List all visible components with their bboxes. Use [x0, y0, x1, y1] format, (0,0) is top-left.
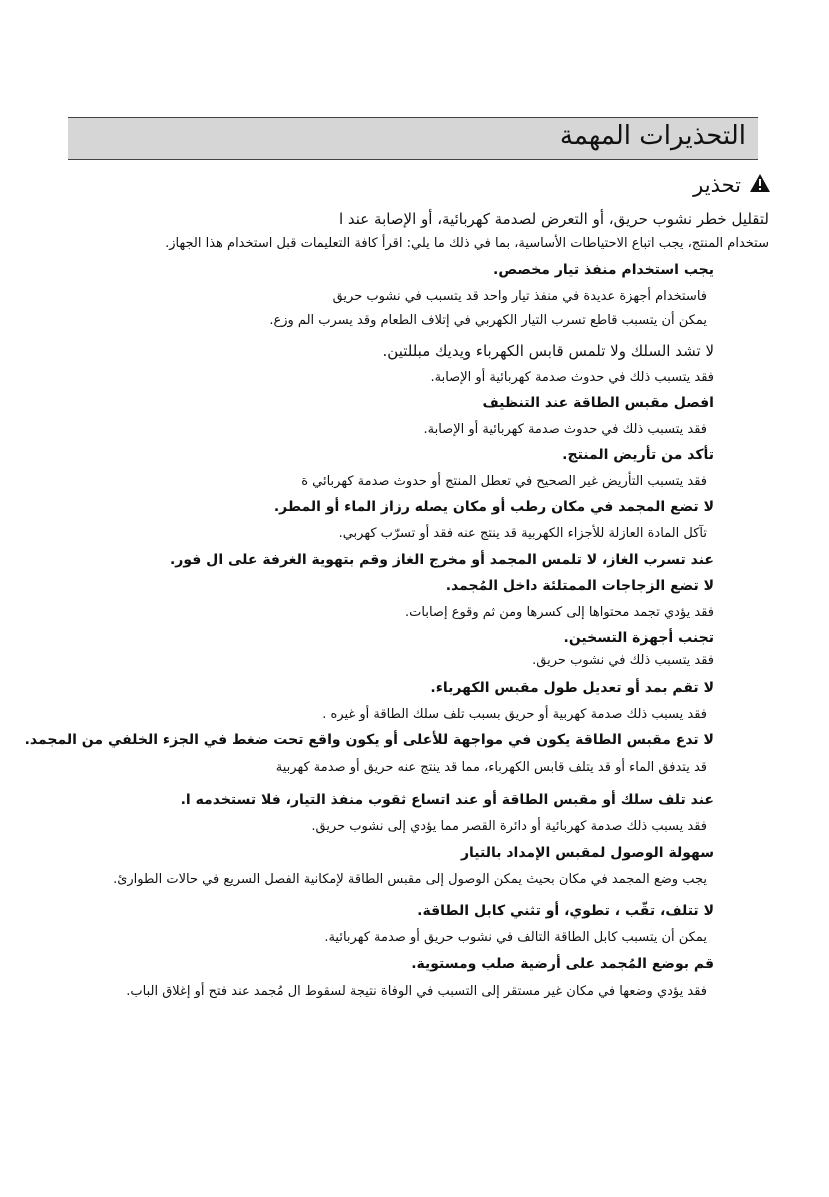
warning-heading-line: عند تلف سلك أو مقبس الطاقة أو عند اتساع ثقوب منفذ التيار، فلا تستخدمه ا.: [180, 792, 714, 808]
warning-heading-line: لا تتلف، تقّب ، تطوي، أو تثني كابل الطاقة.: [417, 903, 714, 919]
warning-body-line: فقد يتسبب ذلك في حدوث صدمة كهربائية أو الإصابة.: [423, 422, 707, 437]
intro-line-2: ستخدام المنتج، يجب اتباع الاحتياطات الأساسية، بما في ذلك ما يلي: اقرأ كافة التعليمات قبل استخدام هذا الجهاز.: [165, 236, 769, 251]
warning-label: تحذير: [693, 173, 741, 197]
warning-heading-line: لا تقم بمد أو تعديل طول مقبس الكهرباء.: [430, 680, 714, 696]
warning-body-line: قد يتدفق الماء أو قد يتلف قابس الكهرباء، مما قد ينتج عنه حريق أو صدمة كهربية: [275, 760, 707, 775]
warning-heading: [693, 172, 771, 198]
warning-body-line: فقد يسبب ذلك صدمة كهربائية أو دائرة القصر مما يؤدي إلى نشوب حريق.: [311, 819, 707, 834]
warning-body-line: يجب وضع المجمد في مكان بحيث يمكن الوصول إلى مقبس الطاقة لإمكانية الفصل السريع في حالات الطوارئ.: [113, 872, 707, 887]
warning-body-line: يمكن أن يتسبب كابل الطاقة التالف في نشوب حريق أو صدمة كهربائية.: [324, 930, 707, 945]
warning-heading-line: لا تضع المجمد في مكان رطب أو مكان يصله رزاز الماء أو المطر.: [273, 499, 714, 515]
warning-body-line: تآكل المادة العازلة للأجزاء الكهربية قد ينتج عنه فقد أو تسرّب كهربي.: [338, 526, 707, 541]
warning-body-line: يمكن أن يتسبب قاطع تسرب التيار الكهربي في إتلاف الطعام وقد يسرب الم وزع.: [269, 313, 707, 328]
intro-line-1: لتقليل خطر نشوب حريق، أو التعرض لصدمة كهربائية، أو الإصابة عند ا: [338, 210, 769, 228]
warning-heading-line: تجنب أجهزة التسخين.: [563, 630, 714, 646]
warning-body-line: فقد يؤدي تجمد محتواها إلى كسرها ومن ثم وقوع إصابات.: [405, 605, 714, 620]
section-title: التحذيرات المهمة: [559, 121, 746, 151]
warning-heading-line: لا تشد السلك ولا تلمس قابس الكهرباء ويديك مبللتين.: [382, 342, 714, 360]
warning-heading-line: سهولة الوصول لمقبس الإمداد بالتيار: [460, 845, 714, 861]
warning-heading-line: افصل مقبس الطاقة عند التنظيف: [482, 395, 714, 411]
warning-body-line: فقد يسبب ذلك صدمة كهربية أو حريق بسبب تلف سلك الطاقة أو غيره .: [322, 707, 707, 722]
warning-body-line: فقد يتسبب ذلك في حدوث صدمة كهربائية أو الإصابة.: [430, 370, 714, 385]
warning-heading-line: لا تضع الزجاجات الممتلئة داخل المُجمد.: [445, 578, 714, 594]
warning-body-line: فاستخدام أجهزة عديدة في منفذ تيار واحد قد يتسبب في نشوب حريق: [332, 289, 707, 304]
warning-heading-line: لا تدع مقبس الطاقة يكون في مواجهة للأعلى أو يكون واقع تحت ضغط في الجزء الخلفي من المجمد.: [24, 732, 714, 748]
warning-heading-line: يجب استخدام منفذ تيار مخصص.: [493, 262, 714, 278]
warning-heading-line: قم بوضع المُجمد على أرضية صلب ومستوية.: [411, 956, 714, 972]
section-header: [68, 117, 758, 160]
warning-body-line: فقد يؤدي وضعها في مكان غير مستقر إلى التسبب في الوفاة نتيجة لسقوط ال مُجمد عند فتح أو إغلاق الباب.: [126, 984, 707, 999]
warning-body-line: فقد يتسبب التأريض غير الصحيح في تعطل المنتج أو حدوث صدمة كهربائي ة: [301, 474, 707, 489]
warning-body-line: فقد يتسبب ذلك في نشوب حريق.: [532, 653, 714, 668]
warning-heading-line: تأكد من تأريض المنتج.: [562, 447, 714, 463]
warning-heading-line: عند تسرب الغاز، لا تلمس المجمد أو مخرج الغاز وقم بتهوية الغرفة على ال فور.: [169, 552, 714, 568]
warning-triangle-icon: [749, 173, 771, 197]
